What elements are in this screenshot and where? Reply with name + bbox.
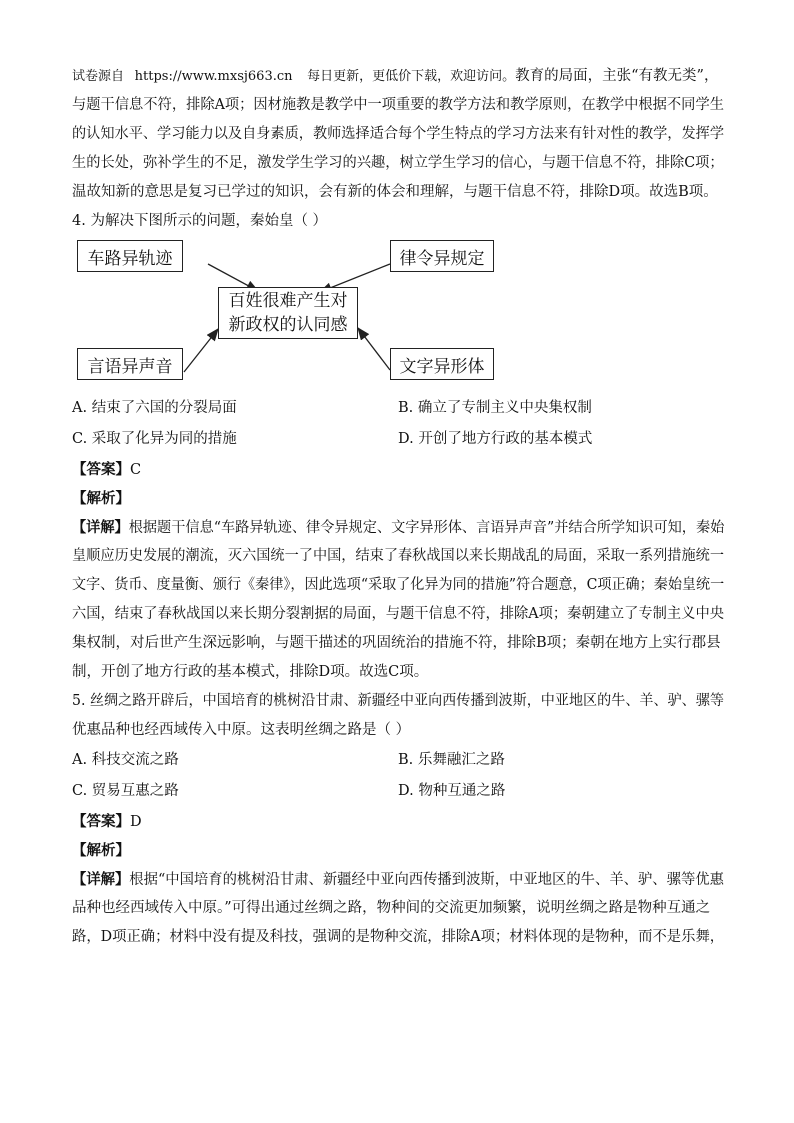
- q5-detail-line3: 路，D项正确；材料中没有提及科技，强调的是物种交流，排除A项；材料体现的是物种，而不是乐舞，: [72, 929, 725, 945]
- q4-answer-label: 【答案】: [72, 461, 130, 478]
- source-note: 每日更新，更低价下载，欢迎访问。: [307, 69, 516, 84]
- box-center: [218, 287, 358, 339]
- q3-tail-line4: 生的长处，弥补学生的不足，激发学生学习的兴趣，树立学生学习的信心，与题干信息不符，排除C项；: [72, 155, 724, 171]
- q4-option-a: A. 结束了六国的分裂局面: [72, 400, 237, 416]
- q4-option-c: C. 采取了化异为同的措施: [72, 431, 237, 447]
- q5-option-c: C. 贸易互惠之路: [72, 783, 179, 799]
- arrow-bottom-right: [358, 328, 390, 370]
- arrow-bottom-left: [184, 329, 218, 372]
- q3-tail-line3: 的认知水平、学习能力以及自身素质，教师选择适合每个学生特点的学习方法来有针对性的教学，发挥学: [72, 126, 724, 142]
- q4-option-b: B. 确立了专制主义中央集权制: [398, 400, 592, 416]
- q4-options-row1: [72, 393, 724, 424]
- q4-detail-text1: 根据题干信息“车路异轨迹、律令异规定、文字异形体、言语异声音”并结合所学知识可知，秦始: [128, 520, 725, 536]
- q5-detail-line2: 品种也经西域传入中原。”可得出通过丝绸之路，物种间的交流更加频繁，说明丝绸之路是物种互通之: [72, 900, 711, 916]
- q5-detail-text1: 根据“中国培育的桃树沿甘肃、新疆经中亚向西传播到波斯，中亚地区的牛、羊、驴、骡等优惠: [129, 872, 724, 888]
- q5-stem-line1: 5. 丝绸之路开辟后，中国培育的桃树沿甘肃、新疆经中亚向西传播到波斯，中亚地区的牛、羊、驴、骡等: [72, 693, 724, 709]
- q5-detail-line1: [72, 865, 724, 894]
- q4-answer: [72, 455, 724, 484]
- q4-diagram: [72, 239, 724, 389]
- q5-answer-label: 【答案】: [72, 813, 130, 830]
- q4-answer-value: C: [130, 462, 142, 478]
- q5-option-a: A. 科技交流之路: [72, 752, 179, 768]
- q5-stem-line2: 优惠品种也经西域传入中原。这表明丝绸之路是（ ）: [72, 722, 411, 738]
- q4-options-row2: [72, 424, 724, 455]
- q4-option-d: D. 开创了地方行政的基本模式: [398, 431, 593, 447]
- document-page: [72, 62, 724, 952]
- q5-options-row1: [72, 745, 724, 776]
- q5-detail-label: 【详解】: [72, 871, 130, 888]
- box-bottom-right: 文字异形体: [390, 348, 494, 380]
- box-top-right: 律令异规定: [390, 240, 494, 272]
- center-line1: 百姓很难产生对: [228, 291, 348, 311]
- q4-detail-label: 【详解】: [72, 519, 129, 536]
- q4-detail-line5: 集权制，对后世产生深远影响，与题干描述的巩固统治的措施不符，排除B项；秦朝在地方上实行郡县: [72, 635, 721, 651]
- header-line: [72, 62, 724, 91]
- q3-tail-line5: 温故知新的意思是复习已学过的知识，会有新的体会和理解，与题干信息不符，排除D项。故选B项。: [72, 184, 718, 200]
- q4-detail-line4: 六国，结束了春秋战国以来长期分裂割据的局面，与题干信息不符，排除A项；秦朝建立了专制主义中央: [72, 606, 724, 622]
- q4-stem: 4. 为解决下图所示的问题，秦始皇（ ）: [72, 213, 328, 229]
- q5-option-b: B. 乐舞融汇之路: [398, 752, 505, 768]
- q3-tail-line1: 教育的局面，主张“有教无类”，: [515, 68, 719, 84]
- q4-detail-line2: 皇顺应历史发展的潮流，灭六国统一了中国，结束了春秋战国以来长期战乱的局面，采取一系列措施统一: [72, 548, 724, 564]
- q3-tail-line2: 与题干信息不符，排除A项；因材施教是教学中一项重要的教学方法和教学原则，在教学中根据不同学生: [72, 97, 724, 113]
- q4-analysis-label: 【解析】: [72, 490, 130, 507]
- q4-detail-line3: 文字、货币、度量衡、颁行《秦律》，因此选项“采取了化异为同的措施”符合题意，C项正确；秦始皇统一: [72, 577, 725, 593]
- source-label: 试卷源自: [72, 69, 125, 84]
- q5-analysis-label: 【解析】: [72, 842, 130, 859]
- box-top-left: 车路异轨迹: [77, 240, 183, 272]
- q4-detail-line1: [72, 513, 725, 542]
- q5-option-d: D. 物种互通之路: [398, 783, 506, 799]
- q4-detail-line6: 制，开创了地方行政的基本模式，排除D项。故选C项。: [72, 664, 429, 680]
- box-bottom-left: 言语异声音: [77, 348, 183, 380]
- q5-options-row2: [72, 776, 724, 807]
- center-line2: 新政权的认同感: [228, 315, 348, 335]
- q5-answer-value: D: [130, 814, 142, 830]
- source-url-link[interactable]: https://www.mxsj663.cn: [134, 69, 293, 84]
- q5-answer: [72, 807, 724, 836]
